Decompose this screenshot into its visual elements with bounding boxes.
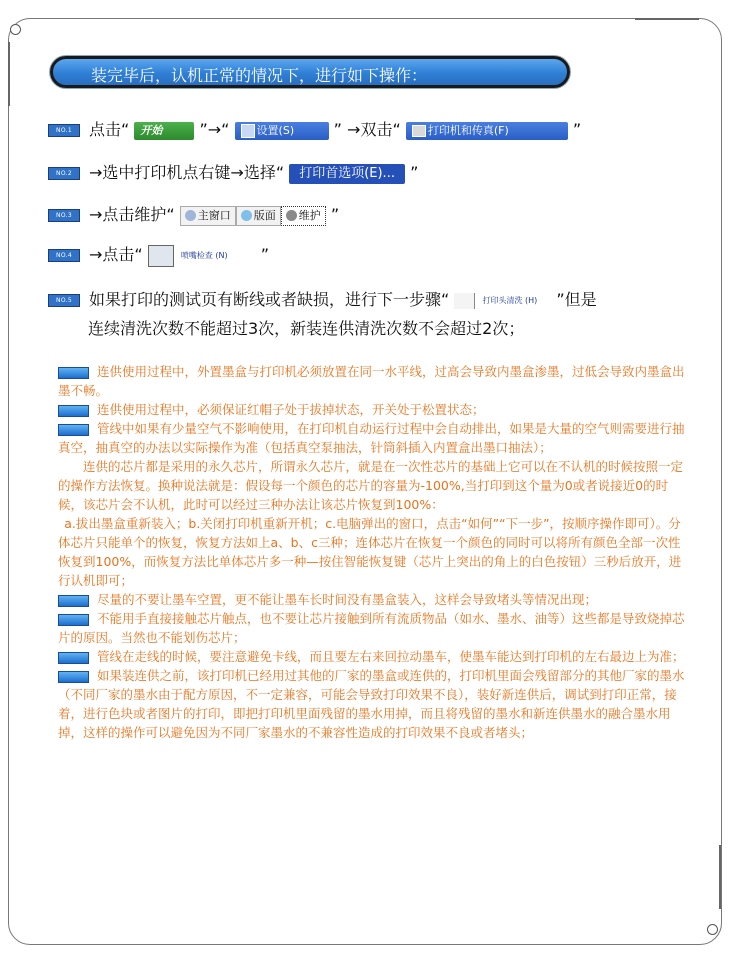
note-bullet-icon (58, 367, 89, 379)
step-text: →选中打印机点右键→选择“ (89, 163, 285, 182)
step-text: ” (330, 205, 340, 224)
step-badge: NO.3 (48, 209, 80, 222)
step-3 (48, 202, 339, 226)
corner-circle-top-left (10, 24, 21, 35)
chip-paragraph: 连供的芯片都是采用的永久芯片，所谓永久芯片，就是在一次性芯片的基础上它可以在不认机的时候按照一定的操作方法恢复。换种说法就是：假设每一个颜色的芯片的容量为-100%,当打印到这个量为0或者说接近0的时候，该芯片会不认机，此时可以经过三种办法让该芯片恢复到100%： (58, 459, 684, 512)
step-1 (48, 117, 581, 140)
layout-icon (241, 210, 252, 221)
note-item: 不能用手直接接触芯片触点，也不要让芯片接触到所有流质物品（如水、墨水、油等）这些都是导致烧掉芯片的原因。当然也不能划伤芯片； (58, 611, 685, 645)
head-cleaning-icon[interactable] (454, 293, 475, 309)
nozzle-check-icon[interactable] (148, 245, 174, 267)
step-text: 点击“ (89, 120, 130, 139)
step-badge: NO.4 (48, 249, 80, 262)
notes-section (58, 362, 685, 742)
note-bullet-icon (58, 405, 89, 417)
printer-icon (412, 125, 426, 137)
note-bullet-icon (58, 424, 89, 436)
tab-main-window[interactable]: 主窗口 (180, 206, 236, 226)
step-text: 如果打印的测试页有断线或者缺损，进行下一步骤“ (89, 290, 450, 309)
printers-faxes-menu-item[interactable]: 打印机和传真(F) (406, 122, 568, 140)
tab-layout[interactable]: 版面 (236, 206, 281, 226)
step-text: ” (260, 245, 270, 264)
step-badge: NO.2 (48, 167, 80, 180)
step-text: ” (572, 120, 582, 139)
step-text: ”但是 (556, 290, 597, 309)
step-text: →点击“ (89, 245, 143, 264)
note-item: 连供使用过程中，必须保证红帽子处于拔掉状态，开关处于松置状态； (58, 400, 685, 419)
main-window-icon (185, 210, 196, 221)
settings-icon (241, 124, 255, 138)
start-button[interactable]: 开始 (134, 122, 194, 140)
step-2 (48, 160, 418, 184)
head-cleaning-button[interactable]: 打印头清洗 (H) (482, 296, 538, 305)
step-5-continuation: 连续清洗次数不能超过3次，新装连供清洗次数不会超过2次； (88, 319, 525, 338)
note-item: 管线中如果有少量空气不影响使用，在打印机自动运行过程中会自动排出，如果是大量的空气则需要进行抽真空，抽真空的办法以实际操作为准（包括真空泵抽法，针筒斜插入内置盒出墨口抽法）； (58, 421, 685, 455)
nozzle-check-button[interactable]: 喷嘴检查 (N) (180, 251, 228, 260)
note-item: 如果装连供之前，该打印机已经用过其他的厂家的墨盒或连供的，打印机里面会残留部分的其他厂家的墨水（不同厂家的墨水由于配方原因，不一定兼容，可能会导致打印效果不良），装好新连供后，调试到打印正常，接着，进行色块或者图片的打印，即把打印机里面残留的墨水用掉，而且将残留的墨水和新连供墨水的融合墨水用掉，这样的操作可以避免因为不同厂家墨水的不兼容性造成的打印效果不良或者堵头； (58, 668, 685, 740)
step-5 (48, 287, 597, 310)
corner-tick-top-left (8, 42, 10, 106)
step-text: ”→“ (199, 120, 230, 139)
corner-tick-top-right (635, 18, 699, 20)
note-bullet-icon (58, 595, 89, 607)
step-text: →点击维护“ (89, 205, 175, 224)
note-item: 尽量的不要让墨车空置，更不能让墨车长时间没有墨盒装入，这样会导致堵头等情况出现； (58, 590, 685, 609)
note-item: 管线在走线的时候，要注意避免卡线，而且要左右来回拉动墨车，使墨车能达到打印机的左右最边上为准； (58, 647, 685, 666)
printing-preferences-menu-item[interactable]: 打印首选项(E)... (289, 164, 405, 184)
note-bullet-icon (58, 652, 89, 664)
methods-paragraph: a.拔出墨盒重新装入；b.关闭打印机重新开机；c.电脑弹出的窗口，点击“如何”“下一步”，按顺序操作即可）。分体芯片只能单个的恢复，恢复方法如上a、b、c三种；连体芯片在恢复一个颜色的同时可以将所有颜色全部一次性恢复到100%，而恢复方法比单体芯片多一种—按住智能恢复键（芯片上突出的角上的白色按钮）三秒后放开，进行认机即可； (58, 516, 682, 588)
settings-menu-item[interactable]: 设置(S) (235, 122, 329, 140)
tab-maintenance[interactable]: 维护 (281, 206, 326, 226)
maintenance-icon (286, 210, 297, 221)
note-item: 连供使用过程中，外置墨盒与打印机必须放置在同一水平线，过高会导致内墨盒渗墨，过低会导致内墨盒出墨不畅。 (58, 364, 685, 398)
step-4 (48, 242, 269, 267)
note-bullet-icon (58, 614, 89, 626)
section-header-title: 装完毕后，认机正常的情况下，进行如下操作： (91, 66, 428, 85)
step-text: ” (410, 163, 419, 182)
section-header (50, 56, 570, 88)
step-text: ” →双击“ (333, 120, 401, 139)
corner-tick-bottom-right (719, 845, 721, 909)
corner-circle-bottom-right (707, 924, 718, 935)
step-badge: NO.5 (48, 294, 80, 307)
note-bullet-icon (58, 671, 89, 683)
step-badge: NO.1 (48, 124, 80, 137)
